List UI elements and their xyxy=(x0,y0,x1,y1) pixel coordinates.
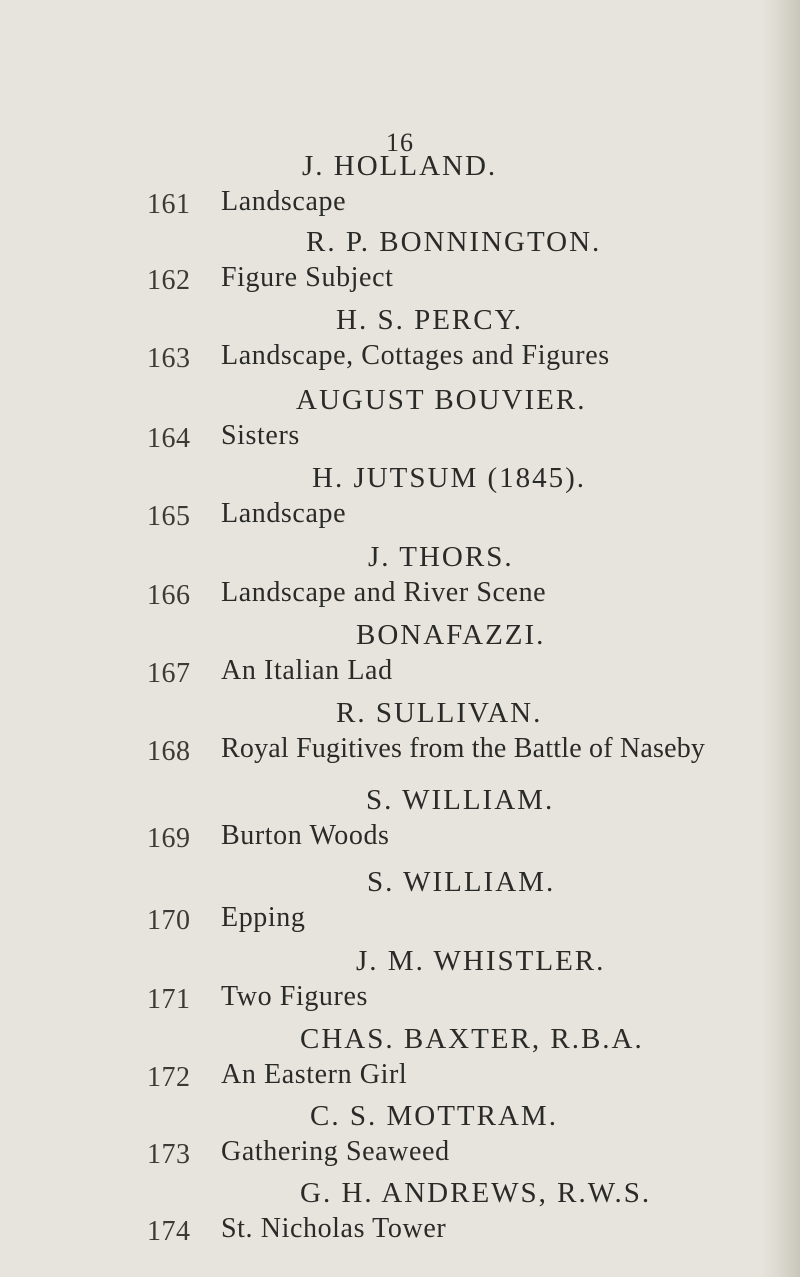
lot-number: 173 xyxy=(147,1139,191,1170)
lot-number: 171 xyxy=(147,984,191,1015)
catalogue-entry-167 xyxy=(0,619,800,709)
artist-name: C. S. MOTTRAM. xyxy=(310,1100,558,1132)
artist-name: CHAS. BAXTER, R.B.A. xyxy=(300,1023,644,1055)
lot-number: 174 xyxy=(147,1216,191,1247)
lot-number: 170 xyxy=(147,905,191,936)
catalogue-entry-168 xyxy=(0,697,800,787)
lot-number: 163 xyxy=(147,343,191,374)
lot-number: 161 xyxy=(147,189,191,220)
catalogue-entry-171 xyxy=(0,945,800,1035)
lot-number: 172 xyxy=(147,1062,191,1093)
catalogue-entry-163 xyxy=(0,304,800,394)
artist-name: J. HOLLAND. xyxy=(302,150,498,182)
artist-name: J. M. WHISTLER. xyxy=(356,945,606,977)
lot-number: 167 xyxy=(147,658,191,689)
catalogue-entry-169 xyxy=(0,784,800,874)
artist-name: G. H. ANDREWS, R.W.S. xyxy=(300,1177,652,1209)
artwork-title: Figure Subject xyxy=(221,262,394,293)
artist-name: BONAFAZZI. xyxy=(356,619,546,651)
artwork-title: Burton Woods xyxy=(221,820,390,851)
lot-number: 168 xyxy=(147,736,191,767)
catalogue-entry-164 xyxy=(0,384,800,474)
artwork-title: Royal Fugitives from the Battle of Naseby xyxy=(221,733,706,764)
lot-number: 164 xyxy=(147,423,191,454)
catalogue-entry-166 xyxy=(0,541,800,631)
lot-number: 162 xyxy=(147,265,191,296)
artist-name: J. THORS. xyxy=(368,541,514,573)
artwork-title: An Italian Lad xyxy=(221,655,393,686)
artist-name: H. JUTSUM (1845). xyxy=(312,462,587,494)
artist-name: AUGUST BOUVIER. xyxy=(296,384,587,416)
artwork-title: Epping xyxy=(221,902,306,933)
artwork-title: An Eastern Girl xyxy=(221,1059,408,1090)
catalogue-entry-162 xyxy=(0,226,800,316)
page-number: 16 xyxy=(386,128,414,157)
lot-number: 166 xyxy=(147,580,191,611)
artwork-title: Gathering Seaweed xyxy=(221,1136,450,1167)
artwork-title: Landscape, Cottages and Figures xyxy=(221,340,610,371)
artist-name: R. P. BONNINGTON. xyxy=(306,226,602,258)
artwork-title: St. Nicholas Tower xyxy=(221,1213,447,1244)
artwork-title: Sisters xyxy=(221,420,300,451)
artwork-title: Landscape xyxy=(221,186,347,217)
catalogue-entry-174 xyxy=(0,1177,800,1267)
artist-name: S. WILLIAM. xyxy=(366,784,555,816)
artwork-title: Landscape and River Scene xyxy=(221,577,547,608)
artist-name: H. S. PERCY. xyxy=(336,304,524,336)
artwork-title: Landscape xyxy=(221,498,347,529)
artist-name: S. WILLIAM. xyxy=(367,866,556,898)
lot-number: 165 xyxy=(147,501,191,532)
lot-number: 169 xyxy=(147,823,191,854)
artist-name: R. SULLIVAN. xyxy=(336,697,543,729)
catalogue-entry-170 xyxy=(0,866,800,956)
artwork-title: Two Figures xyxy=(221,981,368,1012)
catalogue-entry-165 xyxy=(0,462,800,552)
